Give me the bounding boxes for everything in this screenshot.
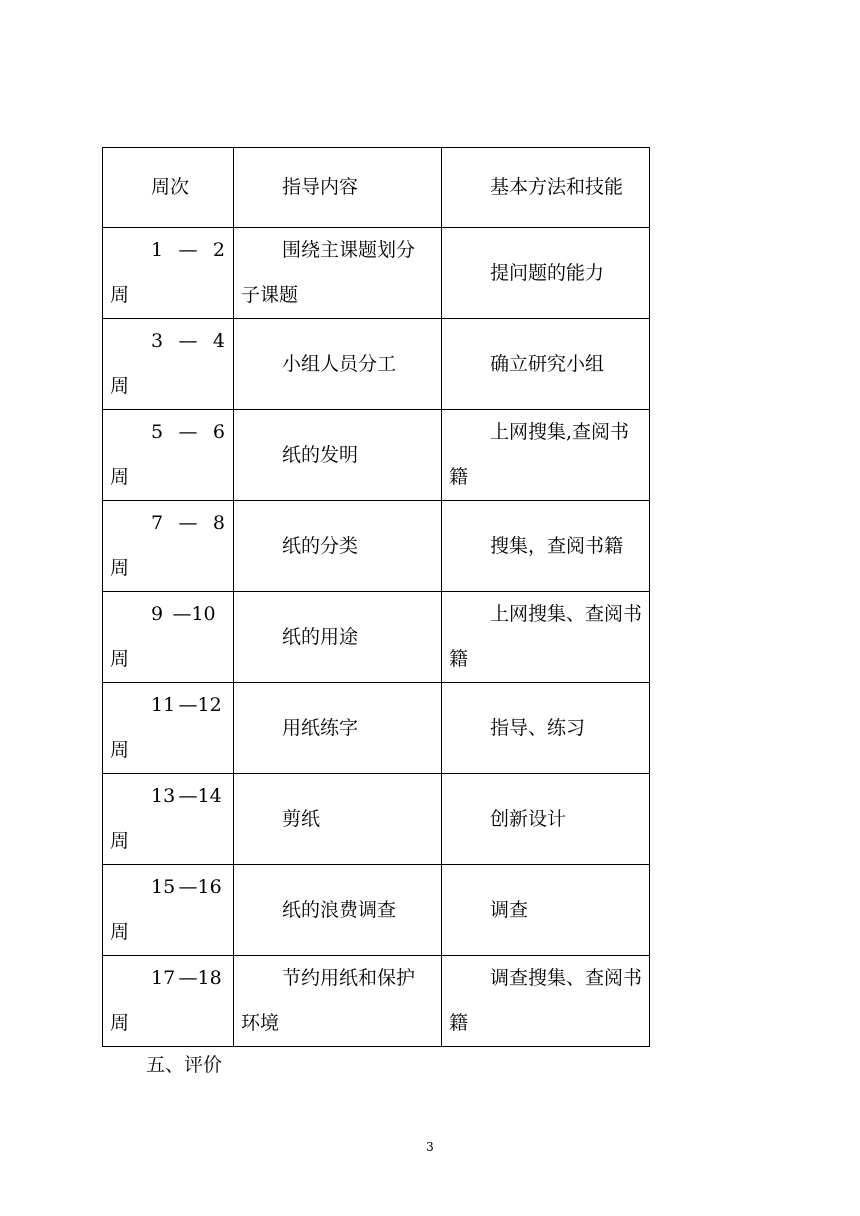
week-unit: 周 bbox=[110, 466, 130, 488]
method-cell: 上网搜集,查阅书 籍 bbox=[442, 410, 650, 501]
content-cell: 纸的分类 bbox=[234, 501, 442, 592]
week-unit: 周 bbox=[110, 648, 130, 670]
week-cell bbox=[103, 865, 234, 956]
method-cell: 调查搜集、查阅书 籍 bbox=[442, 956, 650, 1047]
week-cell bbox=[103, 228, 234, 319]
table-row bbox=[103, 956, 650, 1047]
week-unit: 周 bbox=[110, 830, 130, 852]
section-heading: 五、评价 bbox=[146, 1054, 223, 1076]
week-number: 5 bbox=[151, 421, 164, 443]
week-number: — bbox=[178, 330, 198, 352]
content-cell: 节约用纸和保护 环境 bbox=[234, 956, 442, 1047]
week-cell bbox=[103, 319, 234, 410]
week-unit: 周 bbox=[110, 375, 130, 397]
method-cell: 提问题的能力 bbox=[442, 228, 650, 319]
page-number: 3 bbox=[426, 1140, 434, 1154]
table-header-row bbox=[103, 148, 650, 228]
content-cell: 用纸练字 bbox=[234, 683, 442, 774]
content-cell: 纸的发明 bbox=[234, 410, 442, 501]
header-method: 基本方法和技能 bbox=[442, 148, 650, 228]
week-number: 6 bbox=[212, 421, 225, 443]
table-row bbox=[103, 592, 650, 683]
table-row bbox=[103, 865, 650, 956]
week-number: 17 bbox=[151, 967, 176, 989]
week-number: —14 bbox=[178, 785, 222, 807]
method-cell: 上网搜集、查阅书 籍 bbox=[442, 592, 650, 683]
table-row bbox=[103, 774, 650, 865]
week-unit: 周 bbox=[110, 557, 130, 579]
week-number: —10 bbox=[172, 603, 216, 625]
content-cell: 纸的用途 bbox=[234, 592, 442, 683]
method-cell: 调查 bbox=[442, 865, 650, 956]
week-cell bbox=[103, 774, 234, 865]
method-cell: 搜集，查阅书籍 bbox=[442, 501, 650, 592]
table-row bbox=[103, 228, 650, 319]
week-cell bbox=[103, 956, 234, 1047]
method-cell: 创新设计 bbox=[442, 774, 650, 865]
week-number: 2 bbox=[212, 239, 225, 261]
week-number: 13 bbox=[151, 785, 176, 807]
week-number: —16 bbox=[178, 876, 222, 898]
week-number: — bbox=[178, 421, 198, 443]
content-cell: 剪纸 bbox=[234, 774, 442, 865]
content-cell: 小组人员分工 bbox=[234, 319, 442, 410]
week-number: 3 bbox=[151, 330, 164, 352]
week-cell bbox=[103, 592, 234, 683]
week-unit: 周 bbox=[110, 921, 130, 943]
header-content: 指导内容 bbox=[234, 148, 442, 228]
table-row bbox=[103, 683, 650, 774]
content-cell: 围绕主课题划分 子课题 bbox=[234, 228, 442, 319]
week-number: 15 bbox=[151, 876, 176, 898]
week-unit: 周 bbox=[110, 1012, 130, 1034]
method-cell: 指导、练习 bbox=[442, 683, 650, 774]
week-cell bbox=[103, 501, 234, 592]
schedule-table bbox=[102, 147, 650, 1047]
week-number: 9 bbox=[151, 603, 164, 625]
header-week: 周次 bbox=[103, 148, 234, 228]
week-number: 11 bbox=[151, 694, 176, 716]
method-cell: 确立研究小组 bbox=[442, 319, 650, 410]
table-row bbox=[103, 410, 650, 501]
week-number: 8 bbox=[212, 512, 225, 534]
table-row bbox=[103, 501, 650, 592]
week-number: 4 bbox=[212, 330, 225, 352]
week-number: — bbox=[178, 512, 198, 534]
week-number: — bbox=[178, 239, 198, 261]
week-number: —18 bbox=[178, 967, 222, 989]
week-unit: 周 bbox=[110, 739, 130, 761]
week-number: 7 bbox=[151, 512, 164, 534]
week-cell bbox=[103, 410, 234, 501]
table-row bbox=[103, 319, 650, 410]
week-number: —12 bbox=[178, 694, 222, 716]
week-number: 1 bbox=[151, 239, 164, 261]
week-unit: 周 bbox=[110, 284, 130, 306]
week-cell bbox=[103, 683, 234, 774]
content-cell: 纸的浪费调查 bbox=[234, 865, 442, 956]
